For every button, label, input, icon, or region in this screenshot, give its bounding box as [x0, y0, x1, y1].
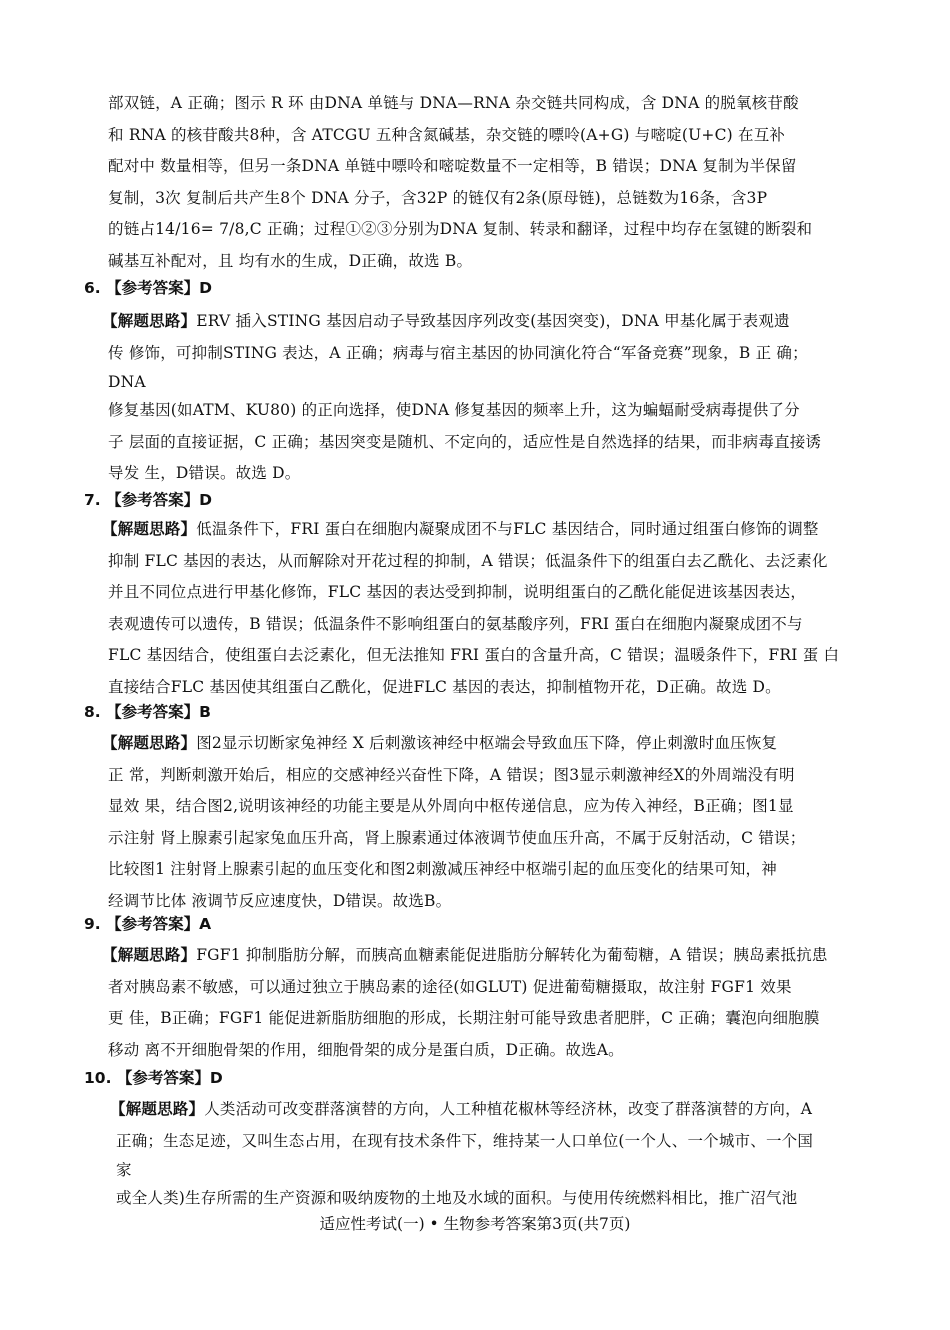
text-line: 修复基因(如ATM、KU80) 的正向选择，使DNA 修复基因的频率上升，这为蝙蝠耐受病毒提供了分	[108, 401, 800, 420]
answer-heading-8	[84, 700, 211, 722]
text-line: 直接结合FLC 基因使其组蛋白乙酰化，促进FLC 基因的表达，抑制植物开花，D正确。故选 D。	[108, 677, 781, 696]
text-line: 并且不同位点进行甲基化修饰，FLC 基因的表达受到抑制，说明组蛋白的乙酰化能促进该基因表达，	[108, 583, 807, 602]
text-line: 者对胰岛素不敏感，可以通过独立于胰岛素的途径(如GLUT) 促进葡萄糖摄取，故注射 FGF1 效果	[108, 977, 792, 996]
analysis-label: 【解题思路】	[110, 1100, 205, 1118]
analysis-label: 【解题思路】	[102, 520, 197, 538]
text-line: 传 修饰，可抑制STING 表达，A 正确；病毒与宿主基因的协同演化符合“军备竞赛”现象，B 正 确；	[108, 343, 808, 362]
answer-label: 【参考答案】	[106, 279, 200, 297]
text-line: 移动 离不开细胞骨架的作用，细胞骨架的成分是蛋白质，D正确。故选A。	[108, 1040, 624, 1059]
text-line: 和 RNA 的核苷酸共8种，含 ATCGU 五种含氮碱基，杂交链的嘌呤(A+G) 与嘧啶(U+C) 在互补	[108, 125, 786, 144]
text-line: 表观遗传可以遗传，B 错误；低温条件不影响组蛋白的氨基酸序列，FRI 蛋白在细胞内凝聚成团不与	[108, 614, 803, 633]
analysis-label: 【解题思路】	[102, 312, 197, 330]
answer-value: A	[199, 915, 212, 933]
text-line: 显效 果，结合图2,说明该神经的功能主要是从外周向中枢传递信息，应为传入神经，B正确；图1显	[108, 797, 794, 816]
text-line: 的链占14/16= 7/8,C 正确；过程①②③分别为DNA 复制、转录和翻译，过程中均存在氢键的断裂和	[108, 220, 813, 239]
question-number: 8.	[84, 703, 101, 721]
answer-heading-10	[84, 1066, 223, 1088]
analysis-7	[102, 514, 854, 704]
question-number: 6.	[84, 279, 101, 297]
text-line: FGF1 抑制脂肪分解，而胰高血糖素能促进脂肪分解转化为葡萄糖，A 错误；胰岛素抵抗患	[196, 946, 828, 964]
text-line: 经调节比体 液调节反应速度快，D错误。故选B。	[108, 891, 452, 910]
text-line: 碱基互补配对，且 均有水的生成，D正确，故选 B。	[108, 251, 473, 270]
question-number: 10.	[84, 1069, 112, 1087]
text-line: DNA	[108, 373, 146, 392]
text-line: 配对中 数量相等，但另一条DNA 单链中嘌呤和嘧啶数量不一定相等，B 错误；DNA 复制为半保留	[108, 157, 797, 176]
answer-heading-6	[84, 276, 212, 298]
question-number: 7.	[84, 491, 101, 509]
text-line: 正确；生态足迹，又叫生态占用，在现有技术条件下，维持某一人口单位(一个人、一个城市、一个国	[116, 1131, 814, 1150]
answer-label: 【参考答案】	[106, 703, 200, 721]
text-line: 子 层面的直接证据，C 正确；基因突变是随机、不定向的，适应性是自然选择的结果，而非病毒直接诱	[108, 432, 822, 451]
text-line: 人类活动可改变群落演替的方向，人工种植花椒林等经济林，改变了群落演替的方向，A	[204, 1100, 813, 1118]
analysis-label: 【解题思路】	[102, 734, 197, 752]
answer-value: D	[199, 279, 212, 297]
text-line: 复制，3次 复制后共产生8个 DNA 分子，含32P 的链仅有2条(原母链)，总链数为16条，含3P	[108, 188, 768, 207]
text-line: 图2显示切断家兔神经 X 后刺激该神经中枢端会导致血压下降，停止刺激时血压恢复	[196, 734, 778, 752]
text-line: 正 常，判断刺激开始后，相应的交感神经兴奋性下降，A 错误；图3显示刺激神经X的外周端没有明	[108, 765, 795, 784]
text-line: 比较图1 注射肾上腺素引起的血压变化和图2刺激减压神经中枢端引起的血压变化的结果可知，神	[108, 860, 777, 879]
analysis-6	[102, 306, 852, 490]
analysis-8	[102, 728, 854, 918]
answer-value: D	[209, 1069, 223, 1087]
answer-label: 【参考答案】	[116, 1069, 210, 1087]
answer-value: B	[199, 703, 211, 721]
continued-explanation	[108, 88, 853, 278]
text-line: 更 佳，B正确；FGF1 能促进新脂肪细胞的形成，长期注射可能导致患者肥胖，C 正确；囊泡向细胞膜	[108, 1009, 820, 1028]
text-line: 或全人类)生存所需的生产资源和吸纳废物的土地及水域的面积。与使用传统燃料相比，推广沼气池	[116, 1189, 798, 1208]
text-line: 家	[116, 1161, 132, 1180]
analysis-label: 【解题思路】	[102, 946, 197, 964]
answer-value: D	[199, 491, 212, 509]
page-footer: 适应性考试(一) • 生物参考答案第3页(共7页)	[319, 1215, 631, 1233]
analysis-10	[110, 1094, 855, 1215]
text-line: 低温条件下，FRI 蛋白在细胞内凝聚成团不与FLC 基因结合，同时通过组蛋白修饰的调整	[196, 520, 819, 538]
text-line: FLC 基因结合，使组蛋白去泛素化，但无法推知 FRI 蛋白的含量升高，C 错误；温暖条件下，FRI 蛋 白	[108, 646, 840, 665]
question-number: 9.	[84, 915, 101, 933]
text-line: 导发 生，D错误。故选 D。	[108, 464, 301, 483]
answer-label: 【参考答案】	[106, 915, 200, 933]
text-line: 示注射 肾上腺素引起家兔血压升高，肾上腺素通过体液调节使血压升高，不属于反射活动，C 错误；	[108, 828, 806, 847]
answer-heading-7	[84, 488, 212, 510]
answer-heading-9	[84, 912, 211, 934]
answer-label: 【参考答案】	[106, 491, 200, 509]
text-line: ERV 插入STING 基因启动子导致基因序列改变(基因突变)，DNA 甲基化属于表观遗	[196, 312, 790, 330]
analysis-9	[102, 940, 854, 1066]
text-line: 抑制 FLC 基因的表达，从而解除对开花过程的抑制，A 错误；低温条件下的组蛋白去乙酰化、去泛素化	[108, 551, 828, 570]
text-line: 部双链，A 正确；图示 R 环 由DNA 单链与 DNA—RNA 杂交链共同构成，含 DNA 的脱氧核苷酸	[108, 94, 799, 112]
